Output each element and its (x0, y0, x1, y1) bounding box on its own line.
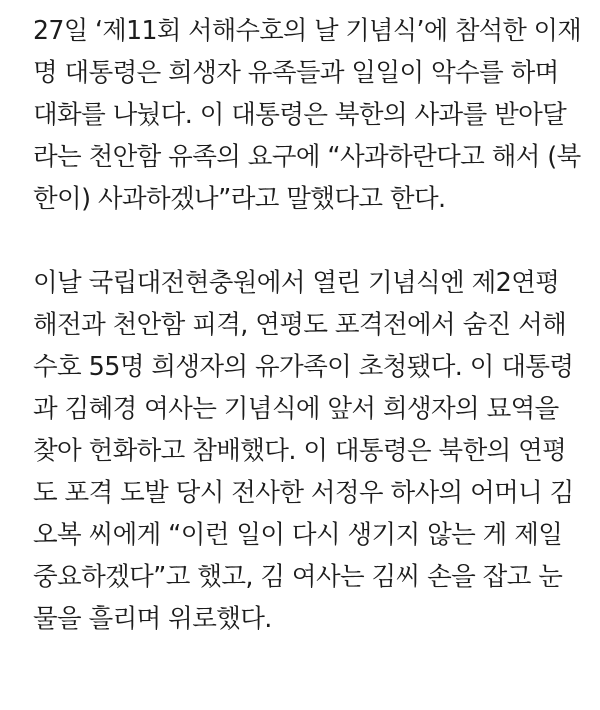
text-line: 물을 흘리며 위로했다. (33, 604, 272, 634)
text-line: 해전과 천안함 피격, 연평도 포격전에서 숨진 서해 (33, 310, 567, 340)
text-line: 27일 ‘제11회 서해수호의 날 기념식’에 참석한 이재 (33, 16, 582, 46)
paragraph-2 (33, 262, 581, 640)
text-line: 오복 씨에게 “이런 일이 다시 생기지 않는 게 제일 (33, 520, 563, 550)
text-line: 명 대통령은 희생자 유족들과 일일이 악수를 하며 (33, 58, 559, 88)
paragraph-1 (33, 10, 581, 220)
text-line: 대화를 나눴다. 이 대통령은 북한의 사과를 받아달 (33, 100, 567, 130)
text-line: 과 김혜경 여사는 기념식에 앞서 희생자의 묘역을 (33, 394, 559, 424)
text-line: 찾아 헌화하고 참배했다. 이 대통령은 북한의 연평 (33, 436, 567, 466)
text-line: 라는 천안함 유족의 요구에 “사과하란다고 해서 (북 (33, 142, 581, 172)
text-line: 도 포격 도발 당시 전사한 서정우 하사의 어머니 김 (33, 478, 574, 508)
text-line: 수호 55명 희생자의 유가족이 초청됐다. 이 대통령 (33, 352, 574, 382)
text-line: 이날 국립대전현충원에서 열린 기념식엔 제2연평 (33, 268, 560, 298)
text-line: 중요하겠다”고 했고, 김 여사는 김씨 손을 잡고 눈 (33, 562, 563, 592)
text-line: 한이) 사과하겠나”라고 말했다고 한다. (33, 184, 446, 214)
article-body (33, 10, 581, 640)
